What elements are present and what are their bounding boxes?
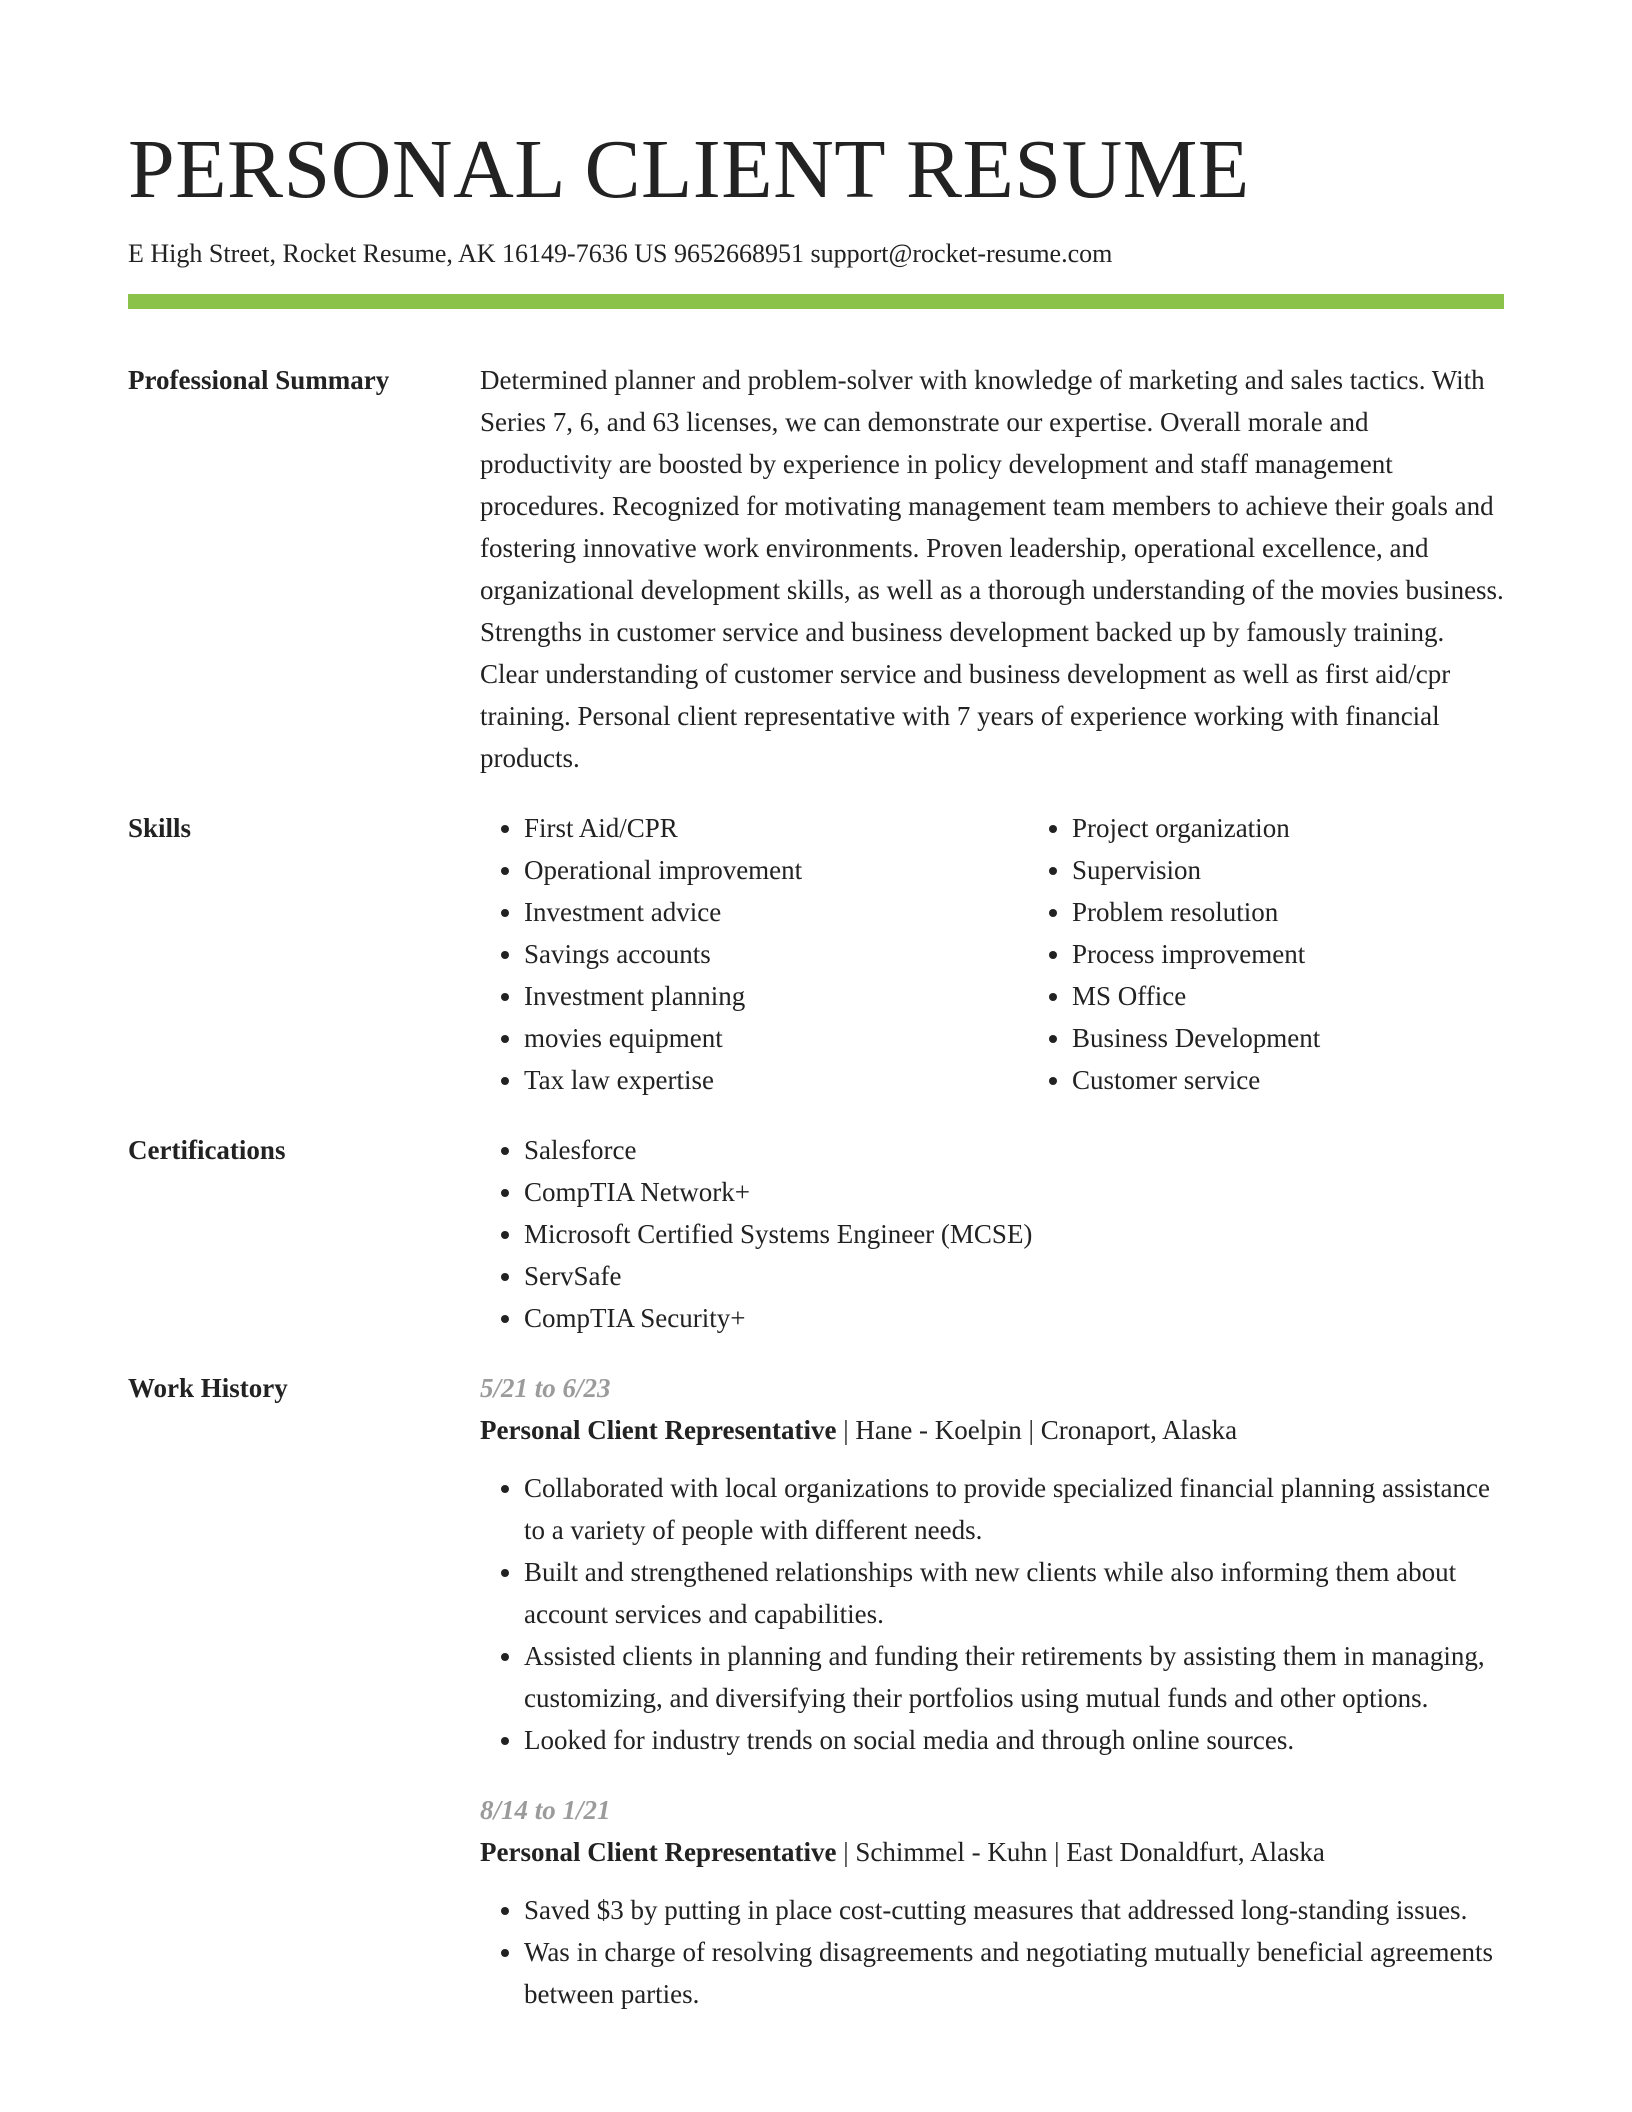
list-item: • Investment advice xyxy=(524,891,1028,933)
list-item: • CompTIA Security+ xyxy=(524,1297,1504,1339)
list-item: • ServSafe xyxy=(524,1255,1504,1297)
section-title: Certifications xyxy=(128,1135,286,1165)
job-title: Personal Client Representative xyxy=(480,1837,837,1867)
list-item: • Saved $3 by putting in place cost-cutting measures that addressed long-standing issues. xyxy=(524,1889,1504,1931)
list-item: • Customer service xyxy=(1072,1059,1576,1101)
summary-text: Determined planner and problem-solver with knowledge of marketing and sales tactics. With Series 7, 6, and 63 licenses, we can demonstrate our expertise. Overall morale and productivity are boosted by experience in policy development and staff management procedures. Recognized for motivating management team members to achieve their goals and fostering innovative work environments. Proven leadership, operational excellence, and organizational development skills, as well as a thorough understanding of the movies business. Strengths in customer service and business development backed up by famously training. Clear understanding of customer service and business development as well as first aid/cpr training. Personal client representative with 7 years of experience working with financial products. xyxy=(480,365,1504,773)
list-item: • Salesforce xyxy=(524,1129,1504,1171)
list-item: • Supervision xyxy=(1072,849,1576,891)
job-entry xyxy=(480,1789,1504,2015)
list-item: • CompTIA Network+ xyxy=(524,1171,1504,1213)
list-item: • Process improvement xyxy=(1072,933,1576,975)
list-item: • Was in charge of resolving disagreements and negotiating mutually beneficial agreements between parties. xyxy=(524,1931,1504,2015)
job-dates: 8/14 to 1/21 xyxy=(480,1795,611,1825)
header-divider xyxy=(128,294,1504,309)
list-item: • Microsoft Certified Systems Engineer (MCSE) xyxy=(524,1213,1504,1255)
summary-section xyxy=(128,359,1504,779)
job-header xyxy=(480,1409,1504,1451)
list-item: • movies equipment xyxy=(524,1017,1028,1059)
list-item: • First Aid/CPR xyxy=(524,807,1028,849)
list-item: • MS Office xyxy=(1072,975,1576,1017)
job-bullets xyxy=(480,1467,1504,1761)
list-item: • Savings accounts xyxy=(524,933,1028,975)
list-item: • Operational improvement xyxy=(524,849,1028,891)
job-company-location: | Schimmel - Kuhn | East Donaldfurt, Alaska xyxy=(836,1837,1325,1867)
contact-line: E High Street, Rocket Resume, AK 16149-7636 US 9652668951 support@rocket-resume.com xyxy=(128,239,1113,268)
skills-section xyxy=(128,807,1504,1101)
job-company-location: | Hane - Koelpin | Cronaport, Alaska xyxy=(836,1415,1238,1445)
job-entry xyxy=(480,1367,1504,1761)
skills-list-left xyxy=(480,807,1028,1101)
list-item: • Looked for industry trends on social media and through online sources. xyxy=(524,1719,1504,1761)
list-item: • Assisted clients in planning and funding their retirements by assisting them in managing, customizing, and diversifying their portfolios using mutual funds and other options. xyxy=(524,1635,1504,1719)
certifications-list xyxy=(480,1129,1504,1339)
list-item: • Business Development xyxy=(1072,1017,1576,1059)
skills-list-right xyxy=(1028,807,1576,1101)
section-title: Professional Summary xyxy=(128,365,390,395)
work-history-section xyxy=(128,1367,1504,2015)
list-item: • Collaborated with local organizations to provide specialized financial planning assistance to a variety of people with different needs. xyxy=(524,1467,1504,1551)
certifications-section xyxy=(128,1129,1504,1339)
job-bullets xyxy=(480,1889,1504,2015)
section-title: Work History xyxy=(128,1373,288,1403)
job-title: Personal Client Representative xyxy=(480,1415,837,1445)
list-item: • Project organization xyxy=(1072,807,1576,849)
resume-title: PERSONAL CLIENT RESUME xyxy=(128,123,1250,216)
list-item: • Built and strengthened relationships with new clients while also informing them about account services and capabilities. xyxy=(524,1551,1504,1635)
section-title: Skills xyxy=(128,813,192,843)
job-dates: 5/21 to 6/23 xyxy=(480,1373,611,1403)
job-header xyxy=(480,1831,1504,1873)
resume-page xyxy=(128,118,1504,2015)
list-item: • Problem resolution xyxy=(1072,891,1576,933)
list-item: • Tax law expertise xyxy=(524,1059,1028,1101)
list-item: • Investment planning xyxy=(524,975,1028,1017)
